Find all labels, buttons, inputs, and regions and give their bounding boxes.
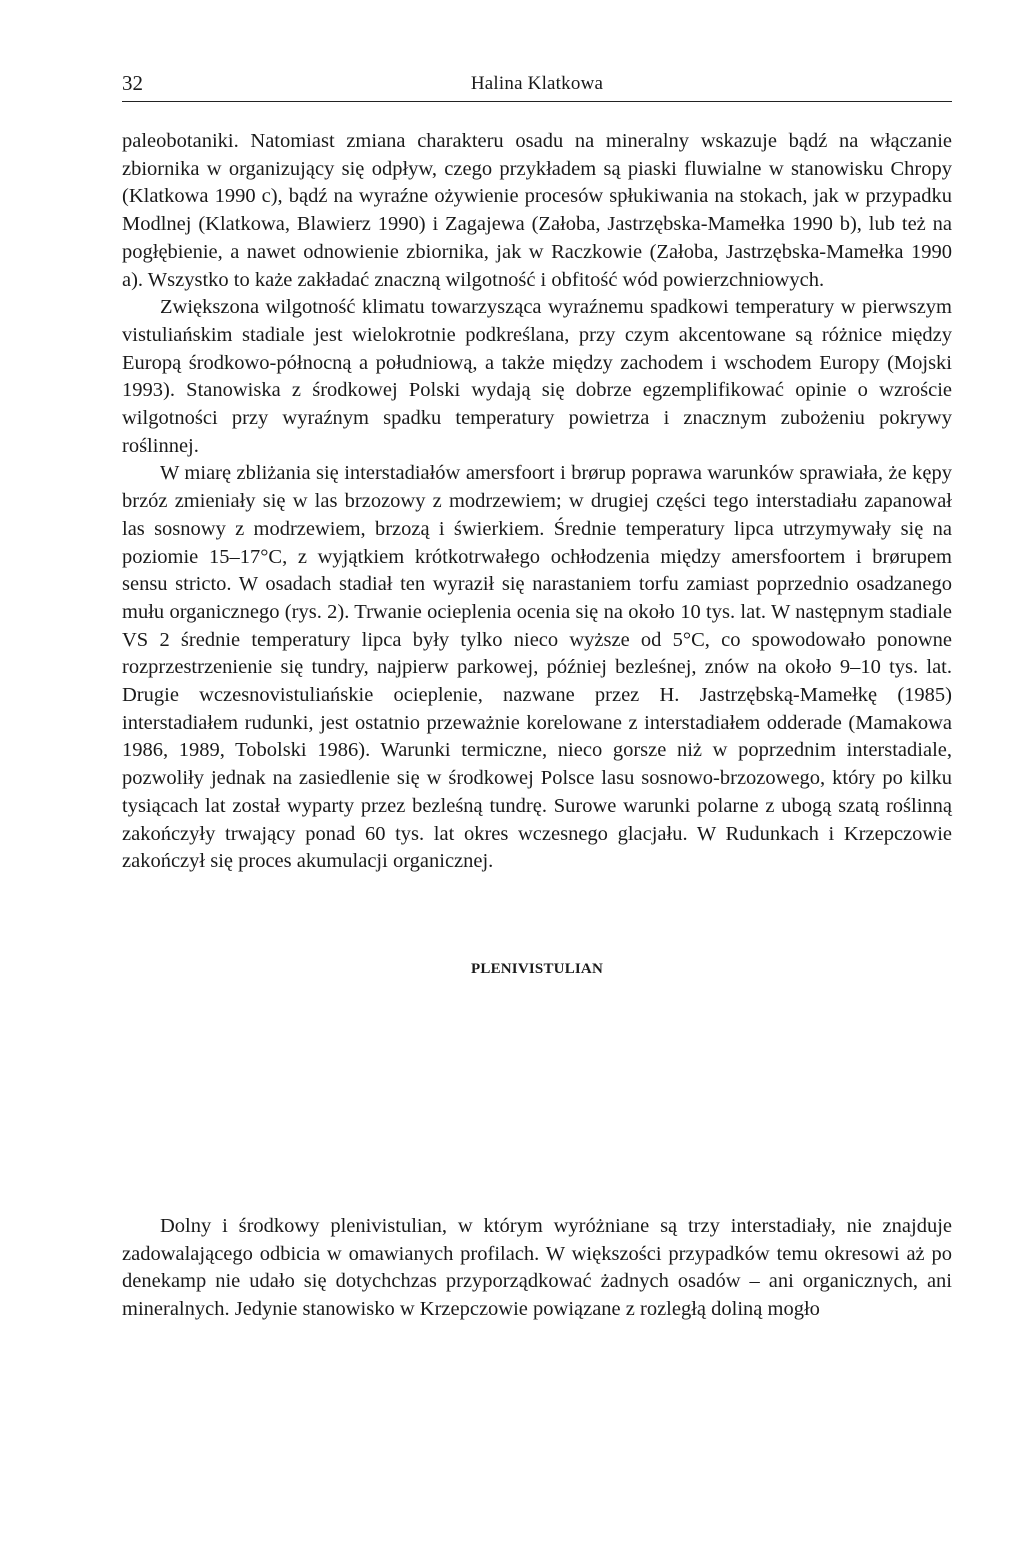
paragraph-3: W miarę zbliżania się interstadiałów amersfoort i brørup poprawa warunków sprawiała, że kępy brzóz zmieniały się w las brzozowy z modrzewiem; w drugiej części tego interstadiału zapanował las sosnowy z modrzewiem, brzozą i świerkiem. Średnie temperatury lipca utrzymywały się na poziomie 15–17°C, z wyjątkiem krótkotrwałego ochłodzenia między amersfoortem i brørupem sensu stricto. W osadach stadiał ten wyraził się narastaniem torfu zamiast poprzednio osadzanego mułu organicznego (rys. 2). Trwanie ocieplenia ocenia się na około 10 tys. lat. W następnym stadiale VS 2 średnie temperatury lipca były tylko nieco wyższe od 5°C, co spowodowało ponowne rozprzestrzenienie się tundry, najpierw parkowej, później bezleśnej, znów na około 9–10 tys. lat. Drugie wczesnovistuliańskie ocieplenie, nazwane przez H. Jastrzębską-Mamełkę (1985) interstadiałem rudunki, jest ostatnio przeważnie korelowane z interstadiałem odderade (Mamakowa 1986, 1989, Tobolski 1986). Warunki termiczne, nieco gorsze niż w poprzednim interstadiale, pozwoliły jednak na zasiedlenie się w środkowej Polsce lasu sosnowo-brzozowego, który po kilku tysiącach lat został wyparty przez bezleśną tundrę. Surowe warunki polarne z ubogą szatą roślinną zakończyły trwający ponad 60 tys. lat okres wczesnego glacjału. W Rudunkach i Krzepczowie zakończył się proces akumulacji organicznej. — [122, 462, 952, 873]
page-number: 32 — [122, 71, 143, 95]
paragraph-1: paleobotaniki. Natomiast zmiana charakteru osadu na mineralny wskazuje bądź na włączanie zbiornika w organizujący się odpływ, czego przykładem są piaski fluwialne w stanowisku Chropy (Klatkowa 1990 c), bądź na wyraźne ożywienie procesów spłukiwania na stokach, jak w przypadku Modlnej (Klatkowa, Blawierz 1990) i Zagajewa (Załoba, Jastrzębska-Mamełka 1990 b), lub też na pogłębienie, a nawet odnowienie zbiornika, jak w Raczkowie (Załoba, Jastrzębska-Mamełka 1990 a). Wszystko to każe zakładać znaczną wilgotność i obfitość wód powierzchniowych. — [122, 130, 952, 291]
section-paragraph-1: Dolny i środkowy plenivistulian, w którym wyróżniane są trzy interstadiały, nie znajduje zadowalającego odbicia w omawianych profilach. W większości przypadków temu okresowi aż po denekamp nie udało się dotychchzas przyporządkować żadnych osadów – ani organicznych, ani mineralnych. Jedynie stanowisko w Krzepczowie powiązane z rozległą doliną mogło — [122, 1215, 952, 1321]
main-text — [122, 128, 952, 876]
running-head-author: Halina Klatkowa — [470, 73, 604, 94]
section-heading: PLENIVISTULIAN — [471, 961, 603, 977]
running-header — [122, 71, 952, 102]
paragraph-2: Zwiększona wilgotność klimatu towarzysząca wyraźnemu spadkowi temperatury w pierwszym vistuliańskim stadiale jest wielokrotnie podkreślana, przy czym akcentowane są różnice między Europą środkowo-północną a południową, a także między zachodem i wschodem Europy (Mojski 1993). Stanowiska z środkowej Polski wydają się dobrze egzemplifikować opinie o wzroście wilgotności przy wyraźnym spadku temperatury powietrza i znacznym zubożeniu pokrywy roślinnej. — [122, 296, 952, 457]
section-text — [122, 1213, 952, 1324]
